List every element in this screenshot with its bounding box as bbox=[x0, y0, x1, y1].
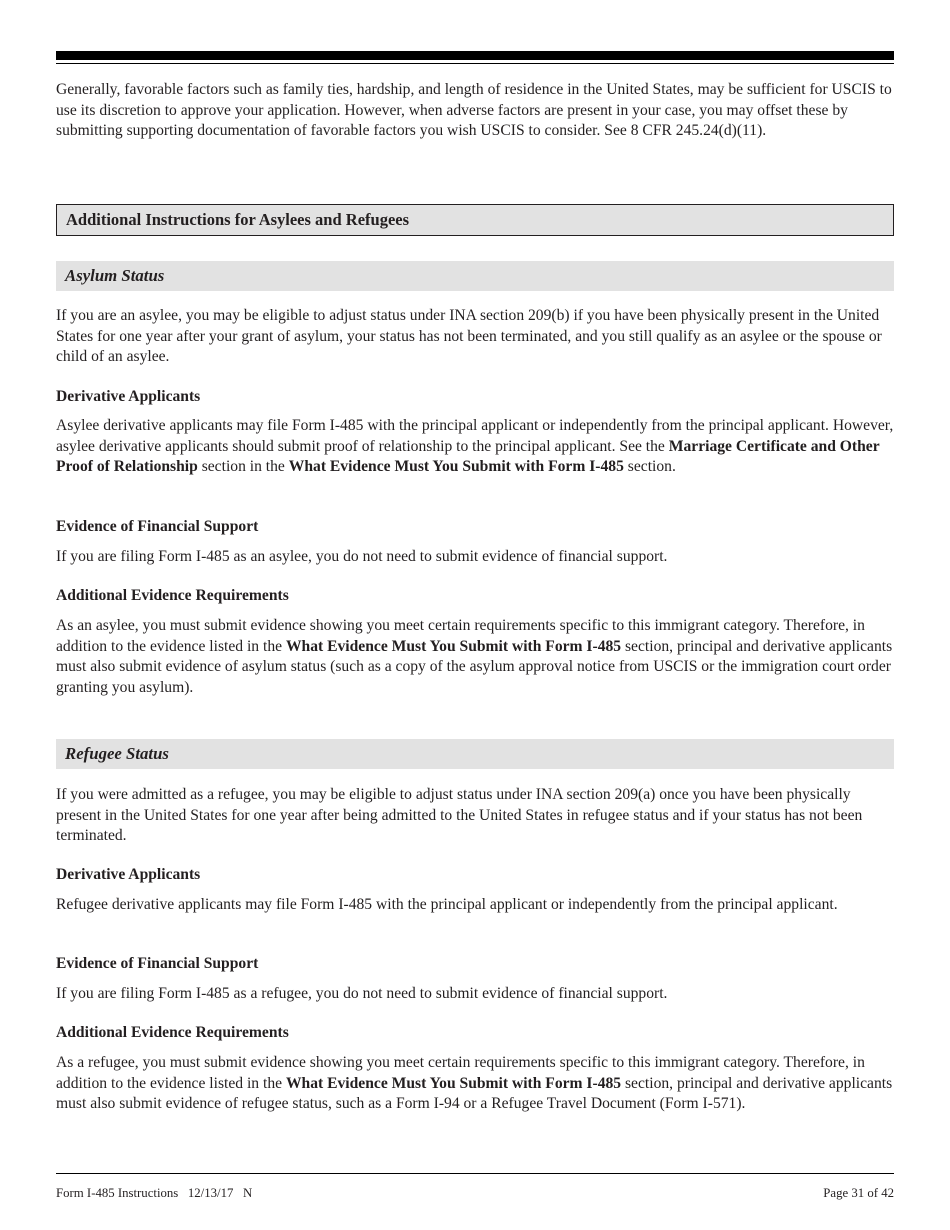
refugee-additional-paragraph: As a refugee, you must submit evidence showing you meet certain requirements specific to this immigrant category. Therefore, in addition to the evidence listed in the What Evidence Must You Submit with Form I-485 section, principal and derivative applicants must also submit evidence of refugee status, such as a Form I-94 or a Refugee Travel Document (Form I-571). bbox=[56, 1054, 893, 1113]
refugee-financial-paragraph: If you are filing Form I-485 as a refugee, you do not need to submit evidence of financial support. bbox=[56, 985, 668, 1002]
asylum-intro-paragraph: If you are an asylee, you may be eligible to adjust status under INA section 209(b) if you have been physically present in the United States for one year after your grant of asylum, your status has not been terminated, and you still qualify as an asylee or the spouse or child of an asylee. bbox=[56, 307, 882, 366]
asylum-derivative-paragraph: Asylee derivative applicants may file Form I-485 with the principal applicant or independently from the principal applicant. However, asylee derivative applicants should submit proof of relationship to the principal applicant. See the Marriage Certificate and Other Proof of Relationship section in the What Evidence Must You Submit with Form I-485 section. bbox=[56, 417, 894, 476]
section-title: Additional Instructions for Asylees and Refugees bbox=[66, 210, 410, 229]
footer-form-id: Form I-485 Instructions 12/13/17 N bbox=[56, 1186, 253, 1200]
refugee-status-band bbox=[56, 739, 894, 769]
refugee-financial-heading: Evidence of Financial Support bbox=[56, 955, 259, 972]
asylum-status-heading: Asylum Status bbox=[65, 266, 165, 285]
footer-rule bbox=[56, 1173, 894, 1174]
refugee-derivative-paragraph: Refugee derivative applicants may file Form I-485 with the principal applicant or independently from the principal applicant. bbox=[56, 896, 838, 913]
asylum-additional-paragraph: As an asylee, you must submit evidence showing you meet certain requirements specific to this immigrant category. Therefore, in addition to the evidence listed in the What Evidence Must You Submit with Form I-485 section, principal and derivative applicants must also submit evidence of asylum status (such as a copy of the asylum approval notice from USCIS or the immigration court order granting you asylum). bbox=[56, 617, 893, 696]
intro-paragraph: Generally, favorable factors such as family ties, hardship, and length of residence in the United States, may be sufficient for USCIS to use its discretion to approve your application. However, when adverse factors are present in your case, you may offset these by submitting supporting documentation of favorable factors you wish USCIS to consider. See 8 CFR 245.24(d)(11). bbox=[56, 81, 892, 140]
footer-page-number: Page 31 of 42 bbox=[823, 1186, 894, 1200]
asylum-derivative-heading: Derivative Applicants bbox=[56, 388, 201, 405]
asylum-additional-heading: Additional Evidence Requirements bbox=[56, 587, 289, 604]
refugee-derivative-heading: Derivative Applicants bbox=[56, 866, 201, 883]
asylum-status-band bbox=[56, 261, 894, 291]
header-rule-thin bbox=[56, 63, 894, 64]
asylum-financial-heading: Evidence of Financial Support bbox=[56, 518, 259, 535]
section-header bbox=[56, 204, 894, 236]
refugee-intro-paragraph: If you were admitted as a refugee, you may be eligible to adjust status under INA section 209(a) once you have been physically present in the United States for one year after being admitted to the United States in refugee status and if your status has not been terminated. bbox=[56, 786, 863, 845]
header-rule-thick bbox=[56, 51, 894, 60]
refugee-additional-heading: Additional Evidence Requirements bbox=[56, 1024, 289, 1041]
asylum-financial-paragraph: If you are filing Form I-485 as an asylee, you do not need to submit evidence of financial support. bbox=[56, 548, 668, 565]
refugee-status-heading: Refugee Status bbox=[65, 744, 169, 763]
